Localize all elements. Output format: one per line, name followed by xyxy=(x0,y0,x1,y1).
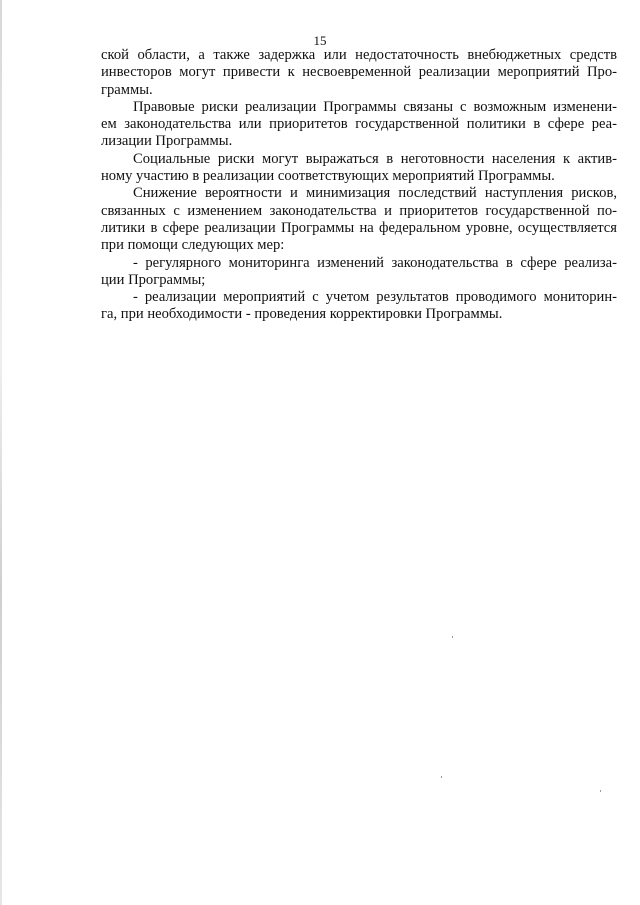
text-line: лизации Программы. xyxy=(101,133,233,150)
text-line: Правовые риски реализации Программы связаны с возможным изменени- xyxy=(133,98,617,115)
scan-speck xyxy=(600,790,601,792)
paragraph-social-risks xyxy=(101,151,617,186)
text-line: - регулярного мониторинга изменений законодательства в сфере реализа- xyxy=(133,254,617,271)
text-line: га, при необходимости - проведения корректировки Программы. xyxy=(101,306,503,323)
page-number: 15 xyxy=(313,33,327,48)
scan-speck xyxy=(452,636,453,638)
text-line: ской области, а также задержка или недостаточность внебюджетных средств xyxy=(101,47,617,63)
scan-left-edge xyxy=(0,0,2,905)
text-line: ем законодательства или приоритетов государственной политики в сфере реа- xyxy=(101,116,617,133)
text-line: ному участию в реализации соответствующих мероприятий Программы. xyxy=(101,168,555,185)
text-line: Снижение вероятности и минимизация последствий наступления рисков, xyxy=(133,185,617,202)
paragraph-legal-risks xyxy=(101,99,617,151)
text-line: литики в сфере реализации Программы на федеральном уровне, осуществляется xyxy=(101,219,617,236)
text-line: - реализации мероприятий с учетом результатов проводимого мониторин- xyxy=(133,289,617,306)
text-line: инвесторов могут привести к несвоевременной реализации мероприятий Про- xyxy=(101,64,617,81)
text-line: связанных с изменением законодательства и приоритетов государственной по- xyxy=(101,202,617,219)
list-item-measure-adjustment xyxy=(101,289,617,324)
text-line: Социальные риски могут выражаться в неготовности населения к актив- xyxy=(133,150,617,167)
text-line: ции Программы; xyxy=(101,271,206,288)
text-line: граммы. xyxy=(101,81,153,98)
text-line: при помощи следующих мер: xyxy=(101,237,285,254)
scan-speck xyxy=(441,776,442,778)
paragraph-mitigation-intro xyxy=(101,185,617,254)
list-item-measure-monitoring xyxy=(101,255,617,290)
paragraph-investment-risks xyxy=(101,47,617,99)
document-body xyxy=(101,47,617,324)
